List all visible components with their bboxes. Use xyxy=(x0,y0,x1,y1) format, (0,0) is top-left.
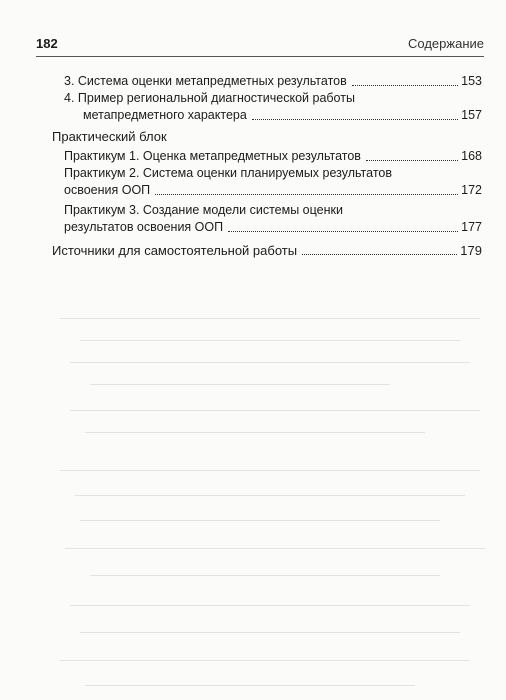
leader-dots xyxy=(352,84,458,86)
toc-entry-title[interactable]: Практикум 2. Система оценки планируемых результатов xyxy=(64,166,392,180)
leader-dots xyxy=(366,159,458,161)
page-number: 182 xyxy=(36,36,58,51)
toc-entry-title-continued: метапредметного характера xyxy=(83,108,247,122)
toc-entry[interactable] xyxy=(64,149,482,164)
leader-dots xyxy=(155,193,458,195)
toc-entry-page: 179 xyxy=(460,243,482,258)
running-title: Содержание xyxy=(408,36,484,51)
toc-entry-title-continued: освоения ООП xyxy=(64,183,151,197)
toc-entry-page: 153 xyxy=(461,74,482,88)
section-heading[interactable]: Практический блок xyxy=(52,129,167,144)
toc-entry-page: 157 xyxy=(461,108,482,122)
toc-entry-title: Практикум 1. Оценка метапредметных результатов xyxy=(64,149,361,163)
leader-dots xyxy=(252,118,458,120)
toc-entry-title: 3. Система оценки метапредметных результатов xyxy=(64,74,347,88)
toc-entry-title[interactable]: 4. Пример региональной диагностической работы xyxy=(64,91,355,105)
toc-entry-title[interactable]: Практикум 3. Создание модели системы оценки xyxy=(64,203,343,217)
toc-entry[interactable] xyxy=(52,243,482,258)
toc-entry-title-continued: результатов освоения ООП xyxy=(64,220,224,234)
toc-entry[interactable] xyxy=(83,108,482,123)
toc-entry-page: 172 xyxy=(461,183,482,197)
toc-entry-page: 168 xyxy=(461,149,482,163)
toc-entry[interactable] xyxy=(64,183,482,198)
leader-dots xyxy=(302,253,457,255)
toc-entry[interactable] xyxy=(64,220,482,235)
leader-dots xyxy=(228,230,458,232)
toc-entry-title: Источники для самостоятельной работы xyxy=(52,243,298,258)
toc-entry[interactable] xyxy=(64,74,482,89)
page-header xyxy=(36,34,484,57)
toc-entry-page: 177 xyxy=(461,220,482,234)
